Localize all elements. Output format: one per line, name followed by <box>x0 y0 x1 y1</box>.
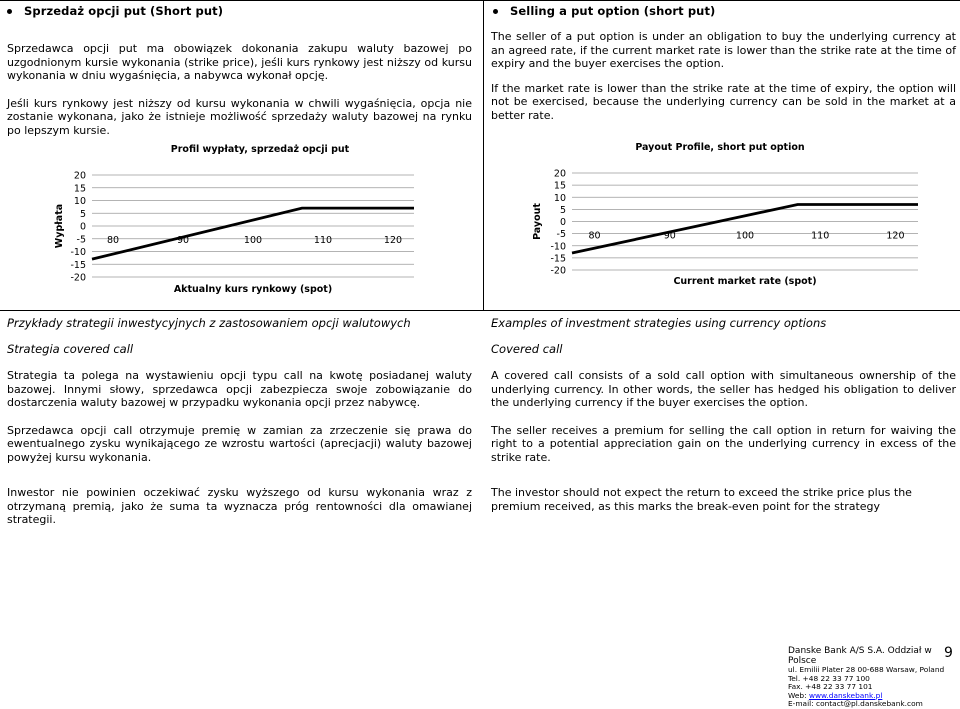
left-subsection-title: Strategia covered call <box>7 342 134 356</box>
left-paragraph-5: Inwestor nie powinien oczekiwać zysku wyższego od kursu wykonania wraz z otrzymaną premią, jako że suma ta wyznacza próg rentowności dla omawianej strategii. <box>7 486 472 526</box>
footer-email: E-mail: contact@pl.danskebank.com <box>788 699 923 709</box>
y-tick-label: 15 <box>553 180 566 192</box>
footer-tel: Tel. +48 22 33 77 100 <box>788 673 870 683</box>
right-body <box>491 369 956 464</box>
right-closing <box>491 486 956 513</box>
left-paragraph-2: Jeśli kurs rynkowy jest niższy od kursu wykonania w chwili wygaśnięcia, opcja nie zostanie wykonana, jako że istnieje możliwość sprzedaży waluty bazowej na rynku po lepszym kursie. <box>7 96 472 137</box>
footer-address: ul. Emilii Plater 28 00-688 Warsaw, Poland <box>788 665 945 674</box>
x-tick-label: 90 <box>663 230 676 242</box>
right-intro <box>491 30 956 122</box>
y-tick-label: 5 <box>79 208 86 220</box>
footer-web-link[interactable]: www.danskebank.pl <box>808 690 883 700</box>
y-tick-label: -5 <box>76 234 86 246</box>
x-tick-label: 100 <box>243 235 263 246</box>
left-intro <box>7 42 472 137</box>
x-axis-label: Current market rate (spot) <box>673 276 817 287</box>
x-tick-label: 80 <box>588 230 601 242</box>
y-tick-label: 15 <box>73 183 86 195</box>
y-tick-label: 0 <box>559 217 566 228</box>
y-tick-label: 20 <box>73 170 86 182</box>
y-tick-label: 0 <box>79 221 86 233</box>
y-tick-label: 10 <box>553 192 566 204</box>
right-paragraph-3: A covered call consists of a sold call option with simultaneous ownership of the underlying currency. In other words, the seller has hedged his obligation to deliver the underlying currency if the buyer exercises the option. <box>491 369 956 409</box>
x-tick-label: 120 <box>383 235 403 246</box>
left-section-title: Przykłady strategii inwestycyjnych z zastosowaniem opcji walutowych <box>7 316 411 330</box>
x-tick-label: 110 <box>313 235 333 246</box>
x-tick-label: 80 <box>106 235 120 246</box>
x-tick-label: 100 <box>735 230 755 242</box>
y-tick-label: -15 <box>70 259 86 271</box>
y-tick-label: -20 <box>70 272 86 284</box>
y-tick-label: 20 <box>553 168 566 180</box>
left-body <box>7 369 472 464</box>
middle-rule <box>0 310 960 311</box>
left-paragraph-4: Sprzedawca opcji call otrzymuje premię w zamian za zrzeczenie się prawa do ewentualnego zysku wynikającego ze wzrostu wartości (aprecjacji) waluty bazowej powyżej kursu wykonania. <box>7 423 472 464</box>
x-tick-label: 120 <box>886 230 905 242</box>
x-tick-label: 110 <box>811 230 830 242</box>
footer-web-label: Web: <box>788 690 807 700</box>
left-paragraph-3: Strategia ta polega na wystawieniu opcji typu call na kwotę posiadanej waluty bazowej. Innymi słowy, sprzedawca opcji zabezpiecza swoje zobowiązanie do dostarczenia waluty bazowej w przypadku wykonania opcji przez nabywcę. <box>7 369 472 409</box>
y-tick-label: -20 <box>550 265 566 277</box>
left-heading: Sprzedaż opcji put (Short put) <box>24 4 224 18</box>
right-section-title: Examples of investment strategies using currency options <box>491 316 827 330</box>
y-tick-label: -5 <box>556 229 566 241</box>
footer-company: Danske Bank A/S S.A. Oddział w Polsce <box>788 646 932 666</box>
left-chart <box>0 160 480 305</box>
top-rule <box>0 0 960 1</box>
y-tick-label: -10 <box>550 241 566 253</box>
y-tick-label: -15 <box>550 253 566 265</box>
footer-web-line <box>788 692 960 701</box>
page-number: 9 <box>944 645 953 661</box>
footer-contact <box>788 646 960 709</box>
right-heading: Selling a put option (short put) <box>510 4 716 18</box>
left-chart-title: Profil wypłaty, sprzedaż opcji put <box>170 144 350 155</box>
left-paragraph-1: Sprzedawca opcji put ma obowiązek dokonania zakupu waluty bazowej po uzgodnionym kursie wykonania (strike price), jeśli kurs rynkowy jest niższy od kursu wykonania w dniu wygaśnięcia, a nabywca wykonał opcję. <box>7 42 472 82</box>
x-axis-label: Aktualny kurs rynkowy (spot) <box>173 284 333 295</box>
bullet-icon <box>493 9 498 14</box>
right-chart <box>484 160 960 305</box>
y-axis-label: Payout <box>532 203 543 240</box>
y-axis-label: Wypłata <box>54 203 65 249</box>
x-tick-label: 90 <box>176 235 190 246</box>
y-tick-label: -10 <box>70 247 86 258</box>
y-tick-label: 5 <box>559 204 566 216</box>
left-closing <box>7 486 472 527</box>
right-subsection-title: Covered call <box>491 342 563 356</box>
bullet-icon <box>7 9 12 14</box>
footer-fax: Fax. +48 22 33 77 101 <box>788 682 873 692</box>
right-paragraph-2: If the market rate is lower than the strike rate at the time of expiry, the option will not be exercised, because the underlying currency can be sold in the market at a better rate. <box>491 81 956 122</box>
right-paragraph-1: The seller of a put option is under an obligation to buy the underlying currency at an agreed rate, if the current market rate is lower than the strike rate at the time of expiry and the buyer exercises the option. <box>491 30 956 70</box>
right-paragraph-5: The investor should not expect the return to exceed the strike price plus the premium received, as this marks the break-even point for the strategy <box>491 486 912 513</box>
y-tick-label: 10 <box>73 196 86 207</box>
right-chart-title: Payout Profile, short put option <box>635 142 805 153</box>
right-paragraph-4: The seller receives a premium for selling the call option in return for waiving the right to a potential appreciation gain on the underlying currency in excess of the strike rate. <box>491 423 956 464</box>
